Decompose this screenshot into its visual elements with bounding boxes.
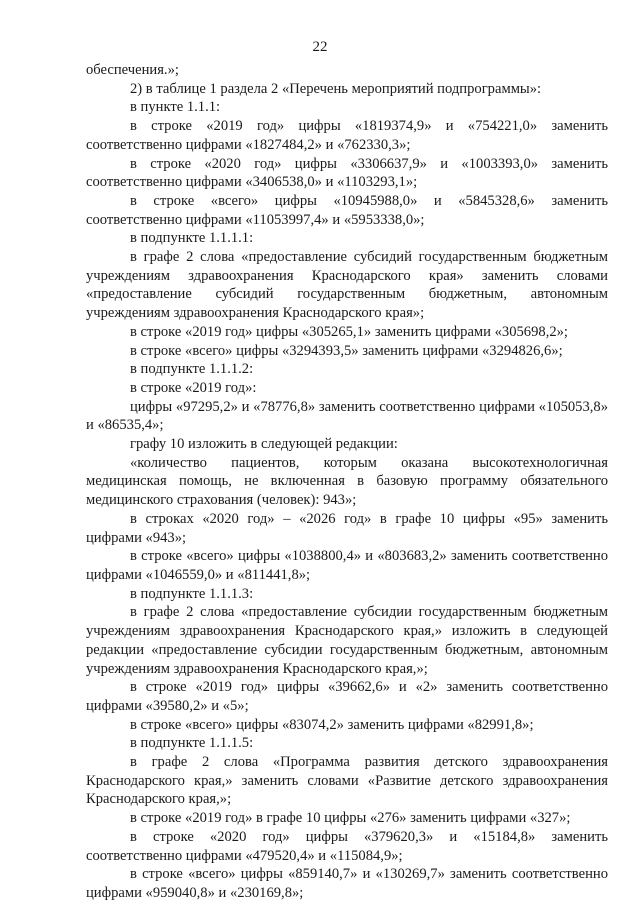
paragraph: цифры «97295,2» и «78776,8» заменить соответственно цифрами «105053,8» и «86535,4»; bbox=[86, 398, 608, 434]
paragraph: в подпункте 1.1.1.5: bbox=[130, 735, 254, 752]
paragraph: в строке «2019 год» цифры «305265,1» заменить цифрами «305698,2»; bbox=[130, 323, 568, 340]
paragraph: в строке «2020 год» цифры «379620,3» и «15184,8» заменить соответственно цифрами «479520,4» и «115084,9»; bbox=[86, 828, 608, 864]
paragraph: 2) в таблице 1 раздела 2 «Перечень мероприятий подпрограммы»: bbox=[130, 80, 542, 97]
paragraph: в подпункте 1.1.1.3: bbox=[130, 585, 254, 602]
paragraph: в строке «2020 год» цифры «3306637,9» и «1003393,0» заменить соответственно цифрами «3406538,0» и «1103293,1»; bbox=[86, 155, 608, 191]
paragraph: в строке «всего» цифры «10945988,0» и «5845328,6» заменить соответственно цифрами «11053997,4» и «5953338,0»; bbox=[86, 192, 608, 228]
paragraph: в подпункте 1.1.1.1: bbox=[130, 230, 254, 247]
paragraph: в графе 2 слова «предоставление субсидий государственным бюджетным учреждениям здравоохранения Краснодарского края» заменить словами «предоставление субсидий государственным бюджетным, автономным учреждениям здравоохранения Краснодарского края»; bbox=[86, 249, 608, 322]
paragraph: в строке «2019 год» цифры «1819374,9» и «754221,0» заменить соответственно цифрами «1827484,2» и «762330,3»; bbox=[86, 118, 608, 153]
paragraph: в строках «2020 год» – «2026 год» в графе 10 цифры «95» заменить цифрами «943»; bbox=[86, 510, 608, 546]
paragraph: в строке «всего» цифры «859140,7» и «130269,7» заменить соответственно цифрами «959040,8» и «230169,8»; bbox=[86, 866, 608, 901]
paragraph: в строке «2019 год» цифры «39662,6» и «2» заменить соответственно цифрами «39580,2» и «5»; bbox=[86, 679, 608, 714]
paragraph: в графе 2 слова «предоставление субсидии государственным бюджетным учреждениям здравоохранения Краснодарского края,» изложить в следующей редакции «предоставление субсидии государственным бюджетным, автономным учреждениям здравоохранения Краснодарского края,»; bbox=[86, 604, 608, 677]
paragraph: в подпункте 1.1.1.2: bbox=[130, 361, 254, 378]
paragraph: «количество пациентов, которым оказана высокотехнологичная медицинская помощь, не включенная в базовую программу обязательного медицинского страхования (человек): 943»; bbox=[86, 454, 608, 509]
document-body bbox=[86, 61, 608, 903]
page-number: 22 bbox=[312, 39, 328, 55]
paragraph: в строке «2019 год» в графе 10 цифры «276» заменить цифрами «327»; bbox=[130, 810, 571, 827]
paragraph: в строке «2019 год»: bbox=[130, 379, 257, 396]
paragraph: в строке «всего» цифры «1038800,4» и «803683,2» заменить соответственно цифрами «1046559,0» и «811441,8»; bbox=[86, 548, 608, 583]
paragraph: в пункте 1.1.1: bbox=[130, 99, 221, 116]
paragraph: графу 10 изложить в следующей редакции: bbox=[130, 436, 398, 453]
paragraph: в графе 2 слова «Программа развития детского здравоохранения Краснодарского края,» заменить словами «Развитие детского здравоохранения Краснодарского края,»; bbox=[86, 754, 608, 808]
paragraph: в строке «всего» цифры «3294393,5» заменить цифрами «3294826,6»; bbox=[130, 342, 563, 359]
paragraph: обеспечения.»; bbox=[86, 62, 179, 78]
paragraph: в строке «всего» цифры «83074,2» заменить цифрами «82991,8»; bbox=[130, 716, 534, 733]
